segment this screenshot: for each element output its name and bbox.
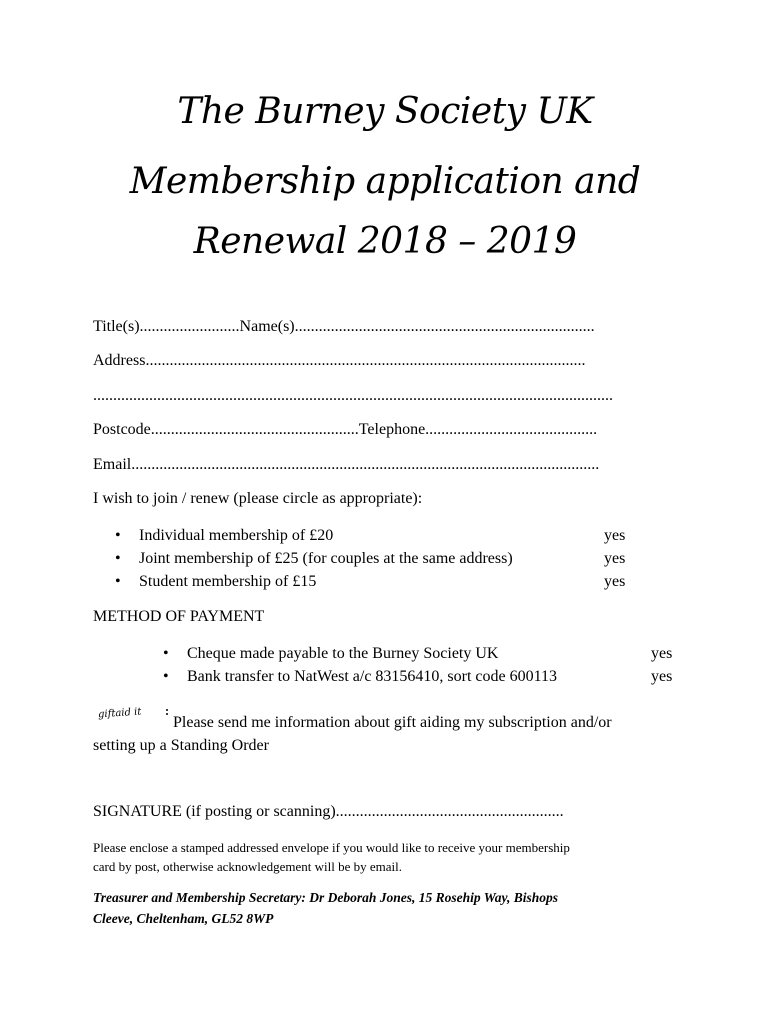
bullet-dot-icon: •: [163, 645, 169, 662]
address-field-2[interactable]: ..................................................................................................................................: [93, 387, 613, 404]
bullet-dot-icon: •: [115, 573, 121, 590]
signature-field[interactable]: SIGNATURE (if posting or scanning).........................................................: [93, 803, 564, 820]
page-title-line-3: Renewal 2018 – 2019: [193, 221, 577, 262]
postcode-telephone-field[interactable]: Postcode....................................................Telephone...........................................: [93, 421, 598, 438]
payment-bank-yes[interactable]: yes: [651, 668, 673, 685]
membership-joint-yes[interactable]: yes: [604, 550, 626, 567]
bullet-dot-icon: •: [163, 668, 169, 685]
envelope-note-line-1: Please enclose a stamped addressed envelope if you would like to receive your membership: [93, 840, 570, 855]
membership-individual-yes[interactable]: yes: [604, 527, 626, 544]
payment-option-label: Bank transfer to NatWest a/c 83156410, sort code 600113: [187, 668, 558, 685]
gift-aid-text-line-2: setting up a Standing Order: [93, 737, 269, 754]
gift-aid-text-line-1: Please send me information about gift aiding my subscription and/or: [173, 714, 612, 731]
treasurer-line-2: Cleeve, Cheltenham, GL52 8WP: [93, 911, 274, 926]
treasurer-line-1: Treasurer and Membership Secretary: Dr Deborah Jones, 15 Rosehip Way, Bishops: [93, 890, 559, 905]
title-name-field[interactable]: Title(s).........................Name(s)...........................................................................: [93, 318, 595, 335]
svg-text:giftaid it: giftaid it: [97, 706, 142, 721]
membership-student-yes[interactable]: yes: [604, 573, 626, 590]
membership-option-label: Joint membership of £25 (for couples at the same address): [139, 550, 513, 567]
membership-option-label: Individual membership of £20: [139, 527, 334, 544]
gift-aid-logo-icon: [96, 702, 170, 722]
payment-option-label: Cheque made payable to the Burney Society UK: [187, 645, 499, 662]
payment-cheque-yes[interactable]: yes: [651, 645, 673, 662]
address-field-1[interactable]: Address..............................................................................................................: [93, 352, 586, 369]
email-field[interactable]: Email.....................................................................................................................: [93, 456, 600, 473]
envelope-note: [93, 838, 693, 876]
page-title-line-1: The Burney Society UK: [177, 91, 593, 132]
bullet-dot-icon: •: [115, 550, 121, 567]
membership-option-label: Student membership of £15: [139, 573, 317, 590]
treasurer-address: [93, 887, 693, 929]
payment-heading: METHOD OF PAYMENT: [93, 608, 265, 625]
envelope-note-line-2: card by post, otherwise acknowledgement will be by email.: [93, 859, 403, 874]
join-prompt: I wish to join / renew (please circle as appropriate):: [93, 490, 423, 507]
page-title-line-2: Membership application and: [129, 161, 641, 202]
bullet-dot-icon: •: [115, 527, 121, 544]
